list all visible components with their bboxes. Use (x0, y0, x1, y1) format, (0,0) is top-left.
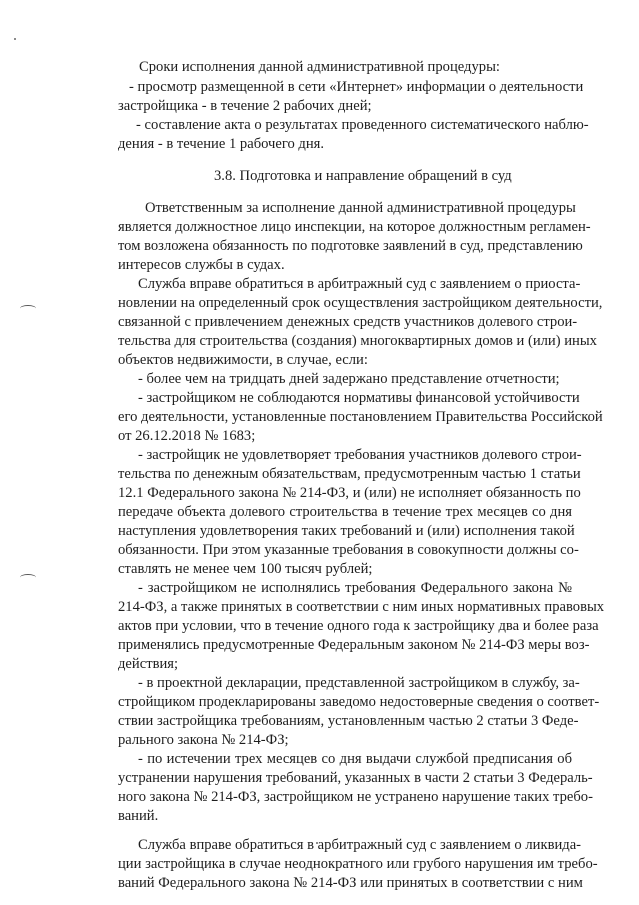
text-line: Служба вправе обратиться в арбитражный суд с заявлением о ликвида- (138, 837, 582, 853)
text-line: действия; (118, 656, 179, 672)
text-line: Сроки исполнения данной административной процедуры: (139, 59, 500, 75)
text-line: его деятельности, установленные постановлением Правительства Российской (118, 409, 603, 425)
section-heading: 3.8. Подготовка и направление обращений в суд (214, 168, 512, 184)
text-line: актов при условии, что в течение одного года к застройщику два и более раза (118, 618, 599, 634)
text-line: ваний Федерального закона № 214-ФЗ или принятых в соответствии с ним (118, 875, 583, 891)
text-line: тельства для строительства (создания) многоквартирных домов и (или) иных (118, 333, 597, 349)
text-line: Служба вправе обратиться в арбитражный суд с заявлением о приоста- (138, 276, 581, 292)
text-line: - застройщик не удовлетворяет требования участников долевого строи- (138, 447, 582, 463)
scan-margin-mark (20, 305, 36, 312)
text-line: - в проектной декларации, представленной застройщиком в службу, за- (138, 675, 580, 691)
text-line: новлении на определенный срок осуществления застройщиком деятельности, (118, 295, 603, 311)
text-line: Ответственным за исполнение данной административной процедуры (145, 200, 576, 216)
text-line: 12.1 Федерального закона № 214-ФЗ, и (или) не исполняет обязанность по (118, 485, 581, 501)
text-line: тельства по денежным обязательствам, предусмотренным частью 1 статьи (118, 466, 581, 482)
text-line: интересов службы в судах. (118, 257, 285, 273)
text-line: застройщика - в течение 2 рабочих дней; (118, 98, 372, 114)
text-line: от 26.12.2018 № 1683; (118, 428, 256, 444)
text-line: - составление акта о результатах проведенного систематического наблю- (136, 117, 589, 133)
text-line: применялись предусмотренные Федеральным законом № 214-ФЗ меры воз- (118, 637, 590, 653)
text-line: объектов недвижимости, в случае, если: (118, 352, 368, 368)
text-line: ции застройщика в случае неоднократного или грубого нарушения им требо- (118, 856, 598, 872)
text-line: 214-ФЗ, а также принятых в соответствии с ним иных нормативных правовых (118, 599, 605, 615)
text-line: устранении нарушения требований, указанных в части 2 статьи 3 Федераль- (118, 770, 593, 786)
text-line: стройщиком продекларированы заведомо недостоверные сведения о соответ- (118, 694, 600, 710)
text-line: ного закона № 214-ФЗ, застройщиком не устранено нарушение таких требо- (118, 789, 593, 805)
text-line: наступления удовлетворения таких требований и (или) исполнения такой (118, 523, 575, 539)
text-line: - по истечении трех месяцев со дня выдачи службой предписания об (138, 751, 572, 767)
text-line: рального закона № 214-ФЗ; (118, 732, 289, 748)
text-line: передаче объекта долевого строительства в течение трех месяцев со дня (118, 504, 572, 520)
text-line: - более чем на тридцать дней задержано представление отчетности; (138, 371, 560, 387)
text-line: - застройщиком не соблюдаются нормативы финансовой устойчивости (138, 390, 580, 406)
scan-speck (14, 38, 16, 40)
text-line: - застройщиком не исполнялись требования Федерального закона № (138, 580, 572, 596)
text-line: ствии застройщика требованиям, установленным частью 2 статьи 3 Феде- (118, 713, 579, 729)
scan-margin-mark (20, 574, 36, 581)
text-line: связанной с привлечением денежных средств участников долевого строи- (118, 314, 578, 330)
text-line: том возложена обязанность по подготовке заявлений в суд, представлению (118, 238, 583, 254)
text-line: ставлять не менее чем 100 тысяч рублей; (118, 561, 373, 577)
text-line: является должностное лицо инспекции, на которое должностным регламен- (118, 219, 591, 235)
text-line: дения - в течение 1 рабочего дня. (118, 136, 325, 152)
text-line: ваний. (118, 808, 159, 824)
text-line: - просмотр размещенной в сети «Интернет» информации о деятельности (129, 79, 584, 95)
text-line: обязанности. При этом указанные требования в совокупности должны со- (118, 542, 579, 558)
